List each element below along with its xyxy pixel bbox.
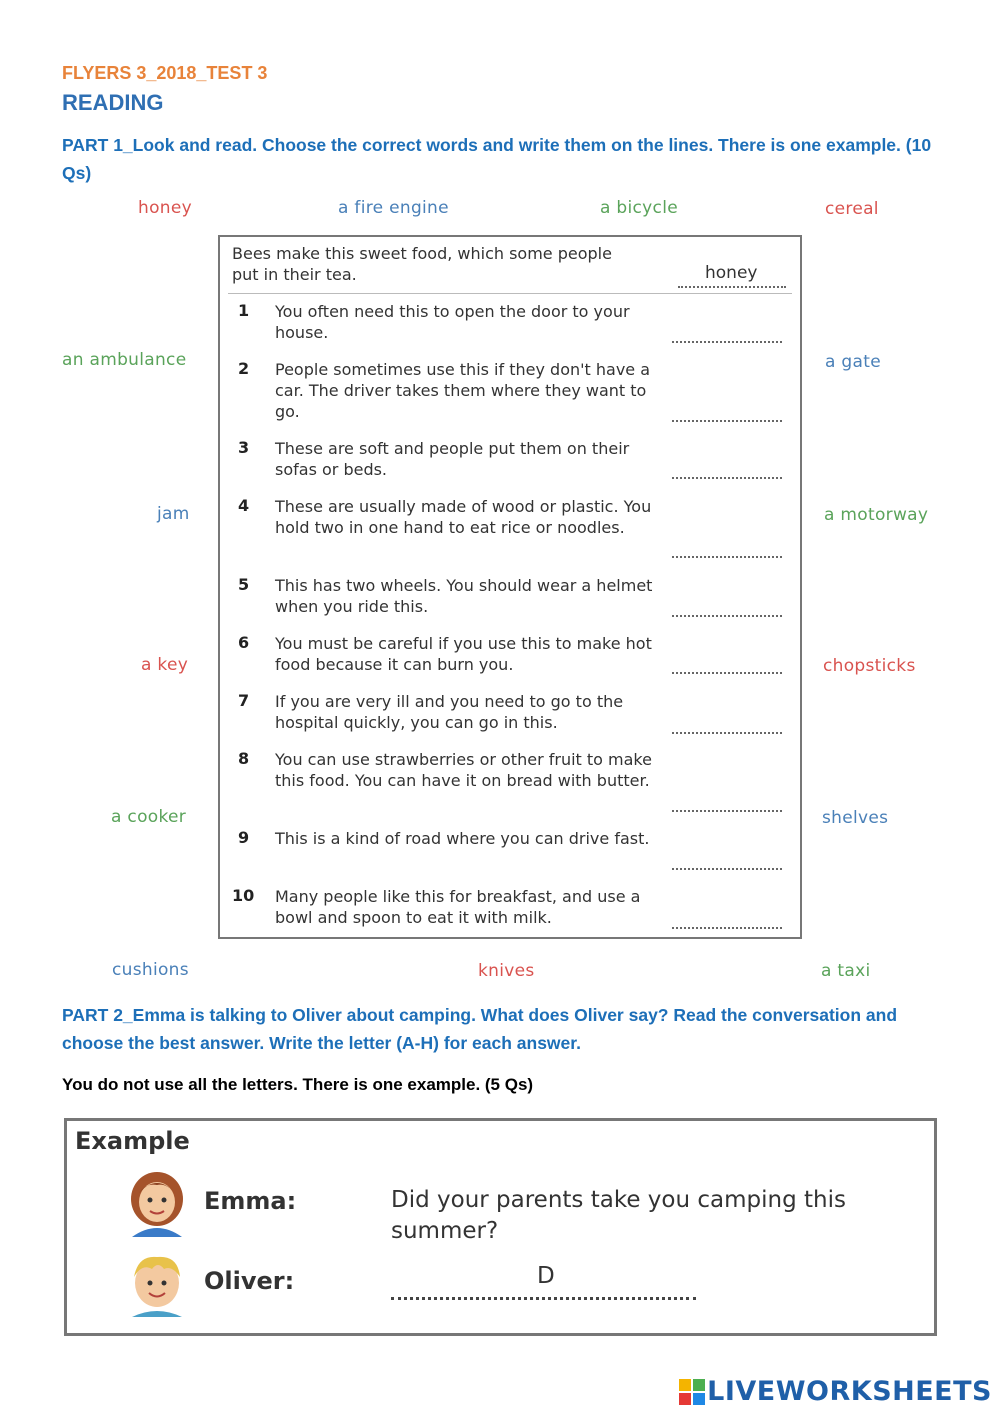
logo-icon <box>679 1379 705 1405</box>
question-number: 5 <box>238 575 250 594</box>
question-number: 6 <box>238 633 250 652</box>
oliver-answer: D <box>537 1263 555 1289</box>
word-gate: a gate <box>825 352 881 372</box>
word-honey: honey <box>138 198 192 218</box>
answer-line-5[interactable] <box>672 614 782 617</box>
question-text: You must be careful if you use this to make hot food because it can burn you. <box>275 634 652 674</box>
speaker-emma: Emma: <box>204 1187 297 1215</box>
answer-line-9[interactable] <box>672 867 782 870</box>
question-text: If you are very ill and you need to go to the hospital quickly, you can go in this. <box>275 692 624 732</box>
question-number: 4 <box>238 496 250 515</box>
example-title: Example <box>75 1127 190 1155</box>
answer-line-10[interactable] <box>672 926 782 929</box>
answer-line-7[interactable] <box>672 731 782 734</box>
section-title: READING <box>62 90 164 115</box>
oliver-avatar <box>124 1249 190 1317</box>
answer-line-3[interactable] <box>672 476 782 479</box>
question-text: These are soft and people put them on their sofas or beds. <box>275 439 630 479</box>
word-key: a key <box>141 655 189 675</box>
answer-line-1[interactable] <box>672 340 782 343</box>
example-question: Bees make this sweet food, which some people put in their tea. <box>232 244 612 284</box>
answer-line-4[interactable] <box>672 555 782 558</box>
example-answer: honey <box>705 263 758 283</box>
word-cereal: cereal <box>825 199 879 219</box>
word-ambulance: an ambulance <box>62 350 187 370</box>
speaker-oliver: Oliver: <box>204 1267 295 1295</box>
word-jam: jam <box>157 504 190 524</box>
question-text: This is a kind of road where you can drive fast. <box>275 829 650 848</box>
question-text: This has two wheels. You should wear a helmet when you ride this. <box>275 576 653 616</box>
divider <box>228 293 792 294</box>
brand-text: LIVEWORKSHEETS <box>707 1376 992 1407</box>
example-box <box>64 1118 937 1336</box>
word-knives: knives <box>478 961 535 981</box>
oliver-answer-line <box>391 1297 696 1300</box>
question-box <box>218 235 802 939</box>
word-bicycle: a bicycle <box>600 198 678 218</box>
question-number: 9 <box>238 828 250 847</box>
liveworksheets-logo <box>679 1376 992 1407</box>
part1-instruction: PART 1_Look and read. Choose the correct words and write them on the lines. There is one example. (10 Qs) <box>62 135 932 183</box>
test-title: FLYERS 3_2018_TEST 3 <box>62 63 268 83</box>
emma-line: Did your parents take you camping this summer? <box>391 1187 846 1244</box>
question-number: 3 <box>238 438 250 457</box>
word-fire-engine: a fire engine <box>338 198 449 218</box>
question-text: Many people like this for breakfast, and use a bowl and spoon to eat it with milk. <box>275 887 641 927</box>
part2-instruction: PART 2_Emma is talking to Oliver about camping. What does Oliver say? Read the conversation and choose the best answer. Write the letter (A-H) for each answer. <box>62 1005 898 1053</box>
word-motorway: a motorway <box>824 505 929 525</box>
word-chopsticks: chopsticks <box>823 656 916 676</box>
question-number: 1 <box>238 301 250 320</box>
answer-line-2[interactable] <box>672 419 782 422</box>
question-number: 8 <box>238 749 250 768</box>
word-cooker: a cooker <box>111 807 187 827</box>
word-cushions: cushions <box>112 960 189 980</box>
answer-line-6[interactable] <box>672 671 782 674</box>
question-number: 10 <box>232 886 255 905</box>
question-text: You often need this to open the door to your house. <box>275 302 630 342</box>
word-shelves: shelves <box>822 808 889 828</box>
question-number: 7 <box>238 691 250 710</box>
question-text: You can use strawberries or other fruit to make this food. You can have it on bread with butter. <box>275 750 652 790</box>
answer-line-8[interactable] <box>672 809 782 812</box>
part2-note: You do not use all the letters. There is one example. (5 Qs) <box>62 1075 534 1094</box>
question-number: 2 <box>238 359 250 378</box>
question-text: People sometimes use this if they don't have a car. The driver takes them where they want to go. <box>275 360 651 421</box>
word-taxi: a taxi <box>821 961 871 981</box>
question-text: These are usually made of wood or plastic. You hold two in one hand to eat rice or noodles. <box>275 497 652 537</box>
example-answer-line <box>678 285 786 288</box>
emma-avatar <box>124 1169 190 1237</box>
